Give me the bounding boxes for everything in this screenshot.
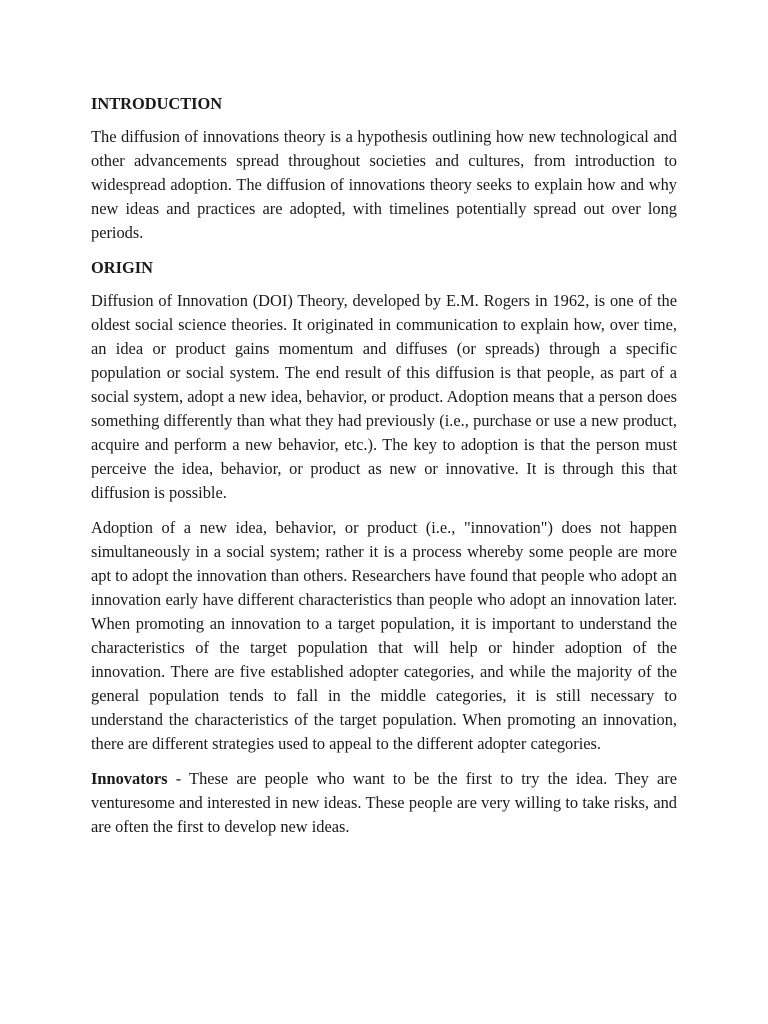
origin-heading: ORIGIN	[91, 258, 153, 277]
introduction-heading: INTRODUCTION	[91, 94, 223, 113]
introduction-paragraph: The diffusion of innovations theory is a hypothesis outlining how new technological and other advancements spread throughout societies and cultures, from introduction to widespread adoption. The diffusion of innovations theory seeks to explain how and why new ideas and practices are adopted, with timelines potentially spread out over long periods.	[91, 127, 677, 242]
origin-paragraph-1: Diffusion of Innovation (DOI) Theory, developed by E.M. Rogers in 1962, is one of the oldest social science theories. It originated in communication to explain how, over time, an idea or product gains momentum and diffuses (or spreads) through a specific population or social system. The end result of this diffusion is that people, as part of a social system, adopt a new idea, behavior, or product. Adoption means that a person does something differently than what they had previously (i.e., purchase or use a new product, acquire and perform a new behavior, etc.). The key to adoption is that the person must perceive the idea, behavior, or product as new or innovative. It is through this that diffusion is possible.	[91, 291, 677, 502]
document-page	[91, 92, 677, 850]
innovators-text: - These are people who want to be the first to try the idea. They are venturesome and interested in new ideas. These people are very willing to take risks, and are often the first to develop new ideas.	[91, 769, 677, 836]
origin-paragraph-2: Adoption of a new idea, behavior, or product (i.e., "innovation") does not happen simultaneously in a social system; rather it is a process whereby some people are more apt to adopt the innovation than others. Researchers have found that people who adopt an innovation early have different characteristics than people who adopt an innovation later. When promoting an innovation to a target population, it is important to understand the characteristics of the target population that will help or hinder adoption of the innovation. There are five established adopter categories, and while the majority of the general population tends to fall in the middle categories, it is still necessary to understand the characteristics of the target population. When promoting an innovation, there are different strategies used to appeal to the different adopter categories.	[91, 518, 677, 753]
innovators-term: Innovators	[91, 769, 168, 788]
innovators-paragraph	[91, 767, 677, 839]
